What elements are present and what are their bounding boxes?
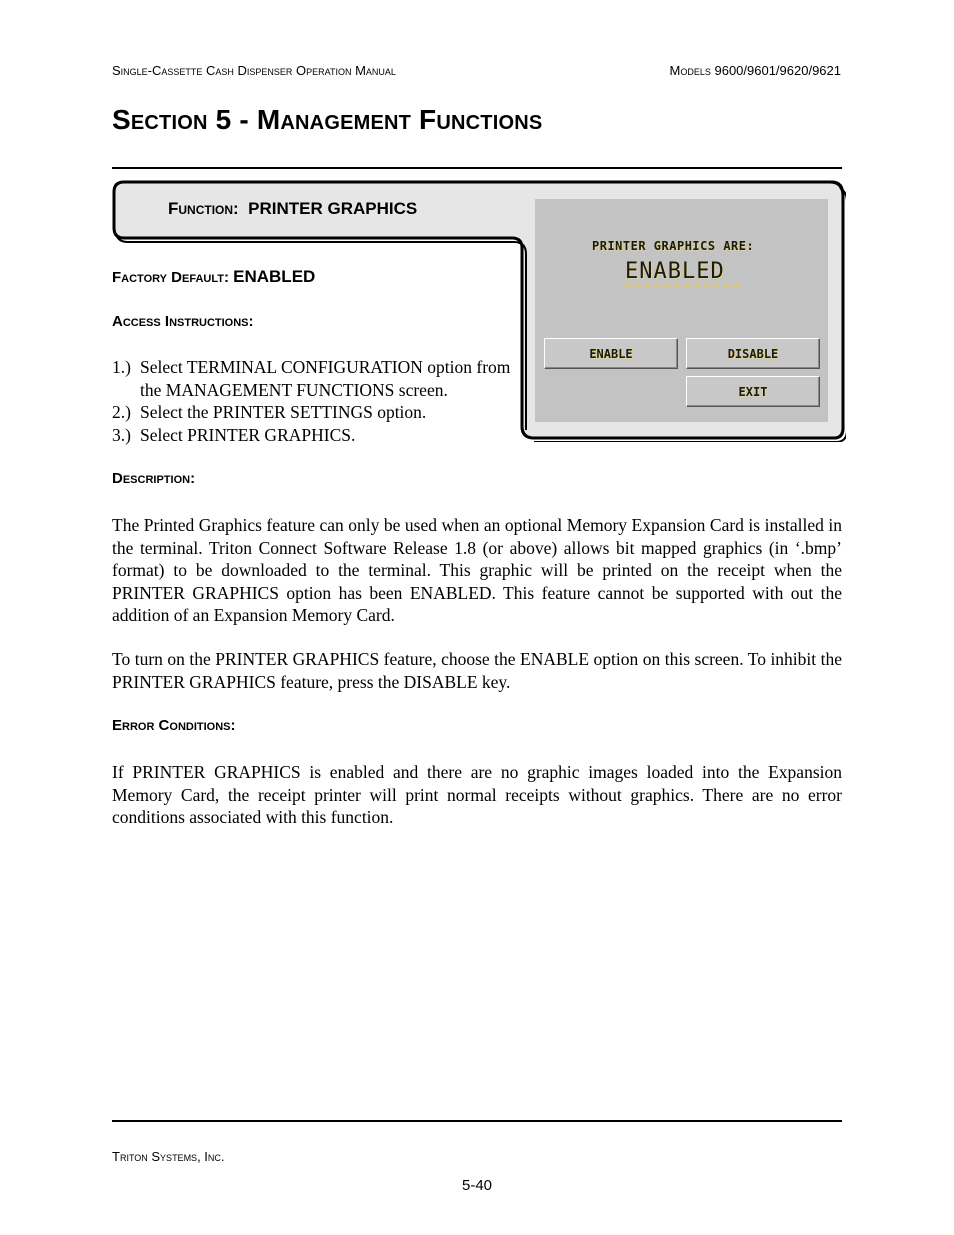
factory-default-label: Factory Default: — [112, 269, 229, 286]
error-conditions-heading: Error Conditions: — [112, 717, 236, 734]
step-number: 3.) — [112, 424, 131, 445]
header-rule — [112, 167, 842, 169]
step-text: Select PRINTER GRAPHICS. — [140, 424, 356, 445]
access-instructions-heading: Access Instructions: — [112, 313, 254, 330]
description-paragraph-2: To turn on the PRINTER GRAPHICS feature, choose the ENABLE option on this screen. To inhibit the PRINTER GRAPHICS feature, press the DISABLE key. — [112, 649, 842, 692]
function-name: PRINTER GRAPHICS — [248, 199, 418, 218]
screen-status-value: ENABLED — [625, 259, 725, 284]
factory-default-value: ENABLED — [233, 267, 316, 286]
enable-button[interactable]: ENABLE — [544, 338, 678, 369]
atm-screen — [535, 199, 828, 422]
list-item — [112, 424, 522, 447]
description-heading: Description: — [112, 470, 196, 487]
exit-button[interactable]: EXIT — [686, 376, 820, 407]
list-item — [112, 356, 522, 401]
step-number: 1.) — [112, 357, 131, 377]
screen-value-underline — [625, 285, 740, 287]
disable-button[interactable]: DISABLE — [686, 338, 820, 369]
function-label — [168, 199, 417, 219]
error-conditions-paragraph: If PRINTER GRAPHICS is enabled and there are no graphic images loaded into the Expansion Memory Card, the receipt printer will print normal receipts without graphics. There are no error conditions associated with this function. — [112, 762, 842, 827]
footer-rule — [112, 1120, 842, 1122]
list-item — [112, 401, 522, 424]
section-title: Section 5 - Management Functions — [112, 104, 543, 135]
description-paragraph-1: The Printed Graphics feature can only be used when an optional Memory Expansion Card is installed in the terminal. Triton Connect Software Release 1.8 (or above) allows bit mapped graphics (in ‘.bmp’ format) to be downloaded to the terminal. This graphic will be printed on the receipt when the PRINTER GRAPHICS option has been ENABLED. This feature cannot be supported with out the addition of an Expansion Memory Card. — [112, 515, 842, 625]
running-header-left: Single-Cassette Cash Dispenser Operation Manual — [112, 63, 396, 78]
step-text: Select the PRINTER SETTINGS option. — [140, 402, 427, 422]
step-number: 2.) — [112, 402, 131, 422]
factory-default — [112, 267, 315, 287]
access-steps — [112, 356, 522, 446]
footer-company: Triton Systems, Inc. — [112, 1149, 225, 1164]
function-label-prefix: Function: — [168, 199, 239, 218]
step-text: Select TERMINAL CONFIGURATION option from the MANAGEMENT FUNCTIONS screen. — [140, 357, 511, 400]
running-header-right: Models 9600/9601/9620/9621 — [669, 63, 841, 78]
page-number: 5-40 — [461, 1177, 493, 1194]
screen-prompt: PRINTER GRAPHICS ARE: — [592, 239, 755, 253]
